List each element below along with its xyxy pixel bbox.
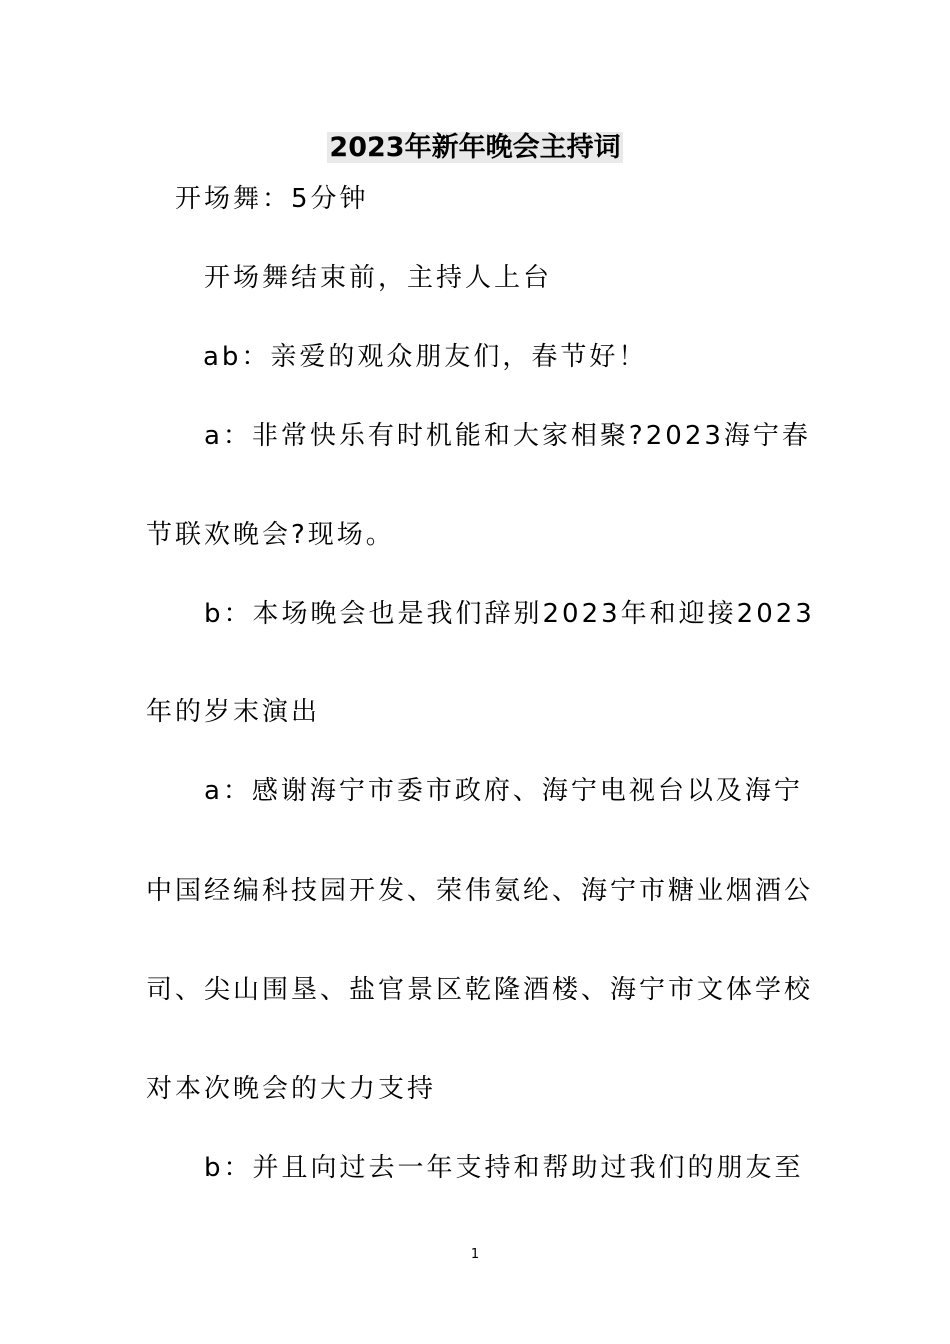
page-number: 1 xyxy=(470,1247,480,1262)
text-line-11: 对本次晚会的大力支持 xyxy=(146,1074,437,1104)
text-line-5: 节联欢晚会?现场。 xyxy=(146,520,395,550)
text-line-7: 年的岁末演出 xyxy=(146,697,321,727)
text-line-3: ab：亲爱的观众朋友们，春节好！ xyxy=(203,342,648,372)
text-line-1: 开场舞：5分钟 xyxy=(175,184,369,214)
text-line-2: 开场舞结束前，主持人上台 xyxy=(204,263,553,293)
document-title xyxy=(0,130,950,166)
text-line-4: a：非常快乐有时机能和大家相聚?2023海宁春 xyxy=(204,421,811,451)
text-line-8: a：感谢海宁市委市政府、海宁电视台以及海宁 xyxy=(204,776,803,806)
text-line-10: 司、尖山围垦、盐官景区乾隆酒楼、海宁市文体学校 xyxy=(146,975,814,1005)
document-title-text: 2023年新年晚会主持词 xyxy=(329,132,621,163)
text-line-6: b：本场晚会也是我们辞别2023年和迎接2023 xyxy=(204,599,815,629)
text-line-12: b：并且向过去一年支持和帮助过我们的朋友至 xyxy=(204,1153,804,1183)
text-line-9: 中国经编科技园开发、荣伟氨纶、海宁市糖业烟酒公 xyxy=(146,876,814,906)
